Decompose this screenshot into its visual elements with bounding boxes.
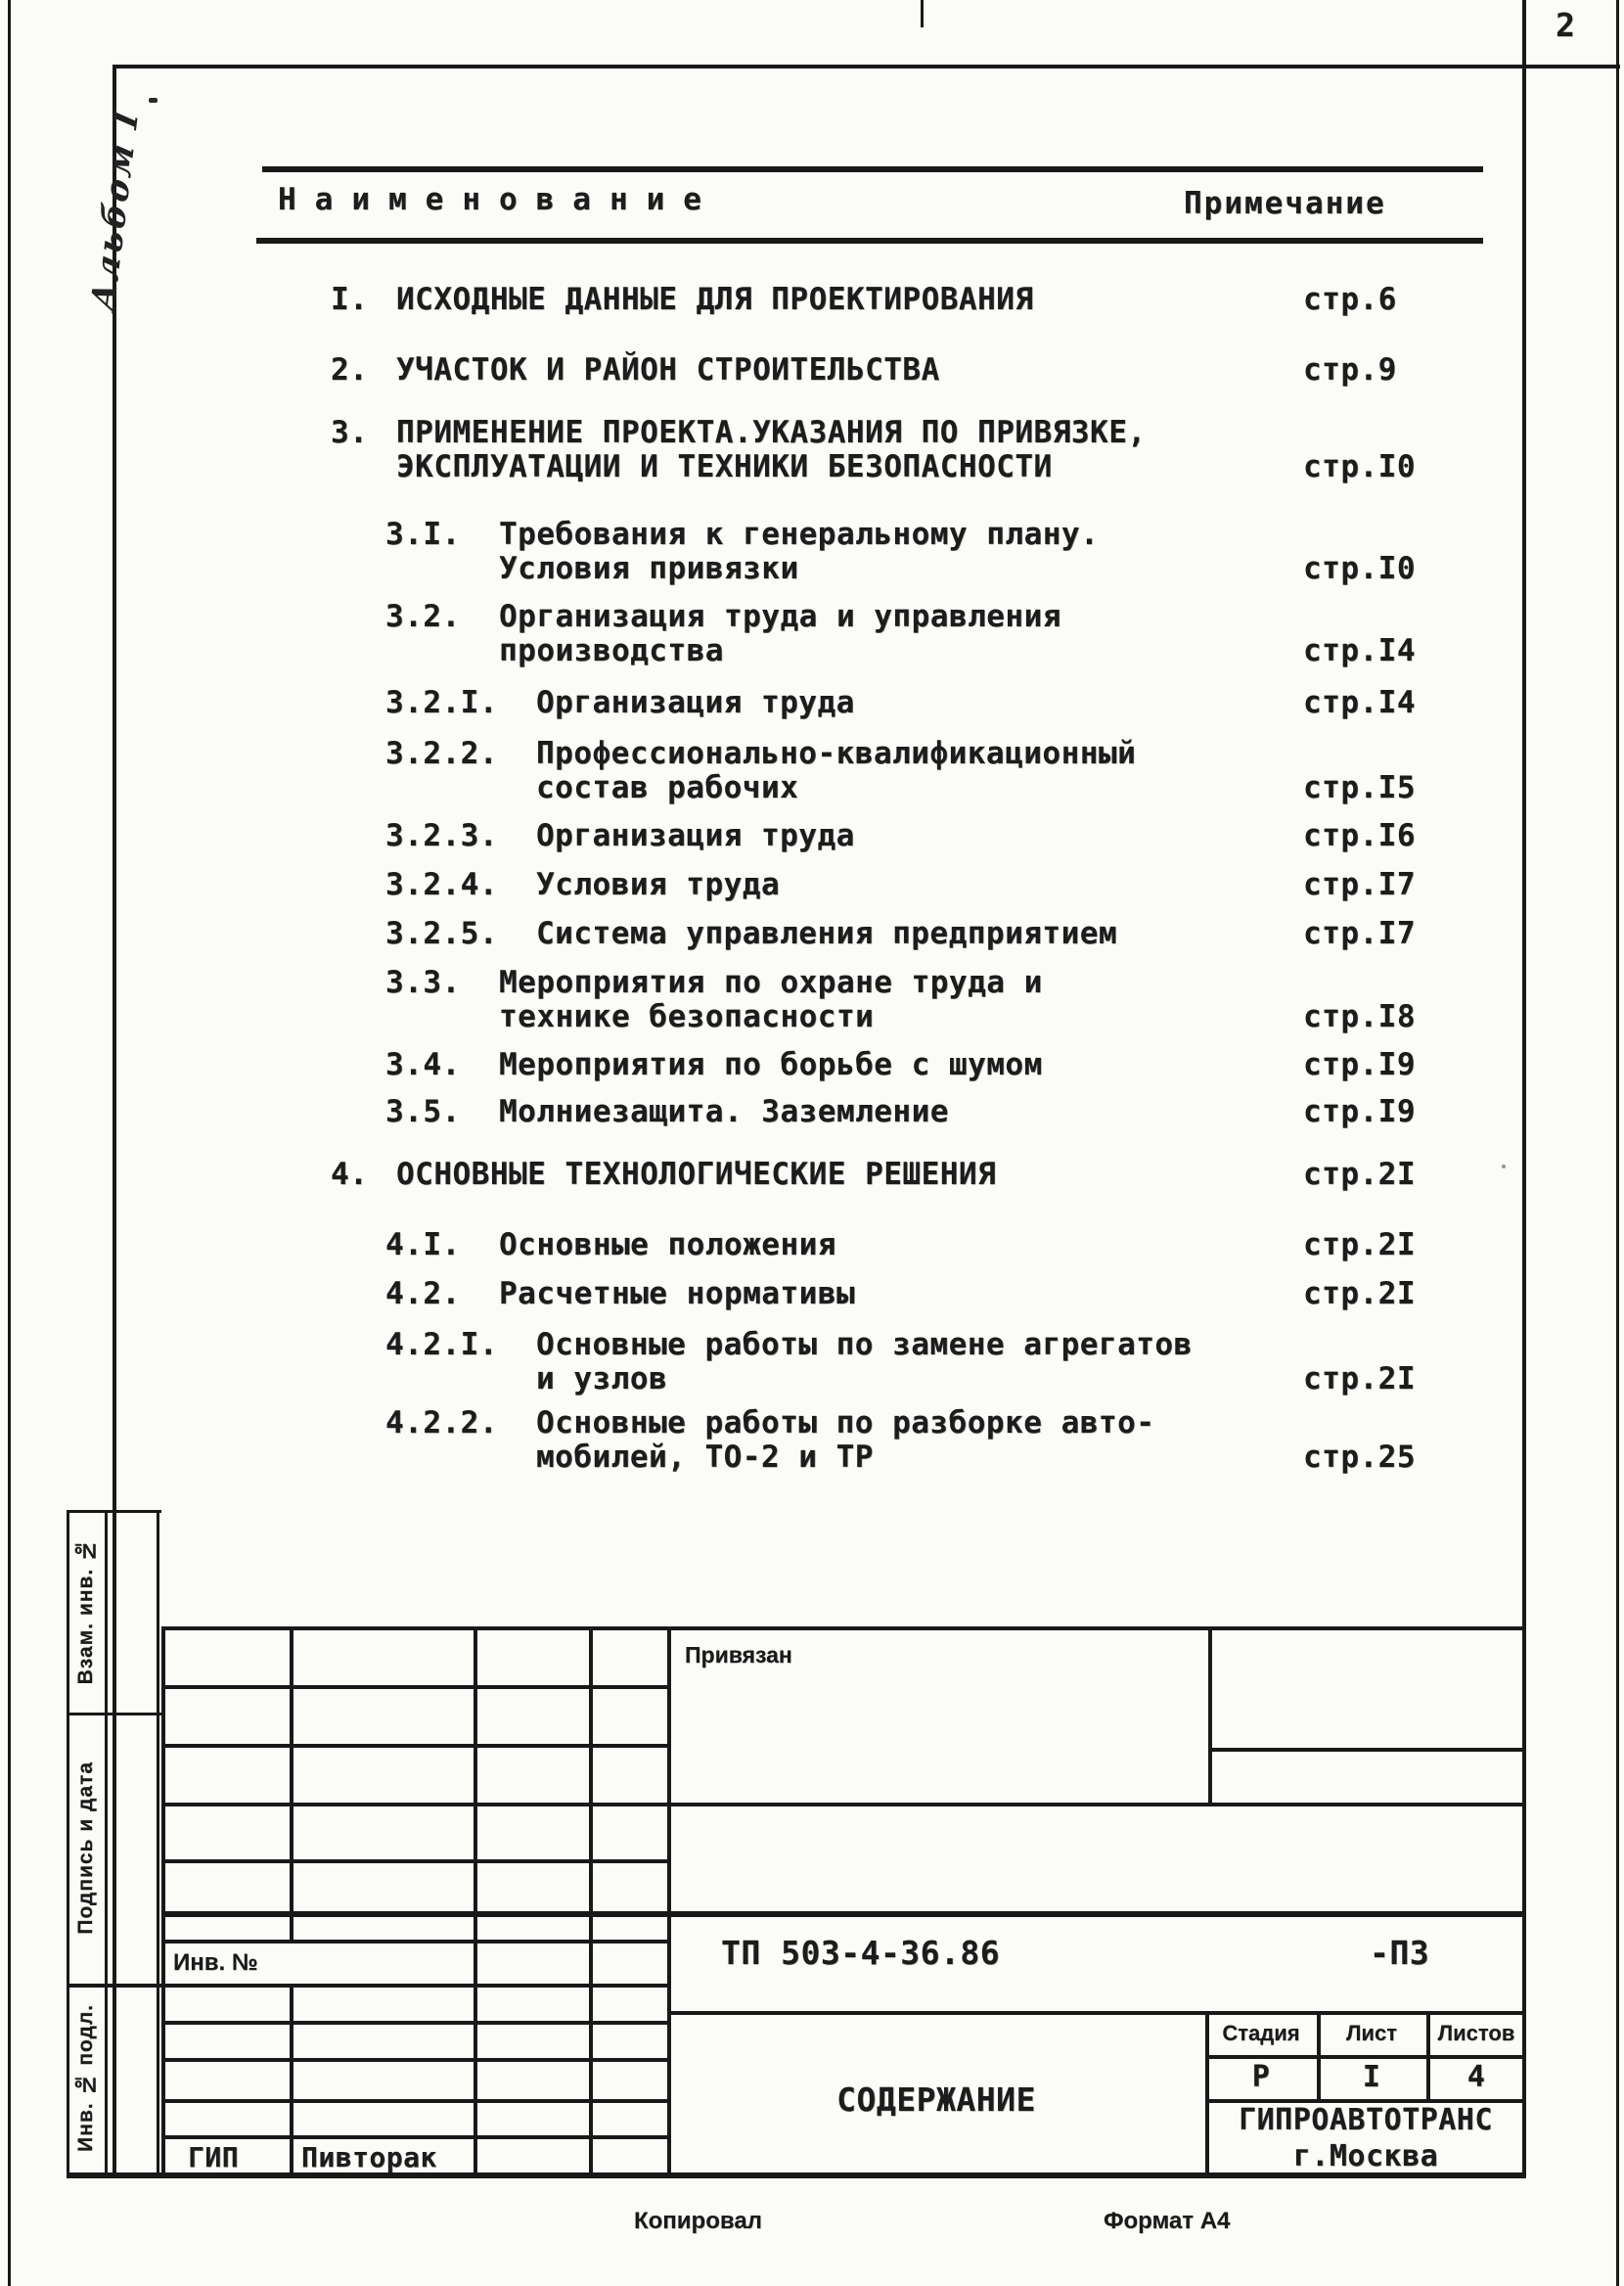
grid-line xyxy=(161,2021,667,2025)
toc-item-text: Организация труда xyxy=(536,685,855,720)
toc-item-number: 3.5. xyxy=(385,1094,461,1129)
sheet-number: 2 xyxy=(1556,6,1576,44)
organization-city: г.Москва xyxy=(1292,2138,1439,2173)
toc-item-number: 3.2.I. xyxy=(385,685,498,720)
frame-left-line xyxy=(113,65,116,2176)
border-line xyxy=(1522,0,1526,2178)
toc-item-text: УЧАСТОК И РАЙОН СТРОИТЕЛЬСТВА xyxy=(396,352,940,388)
stamp-line xyxy=(157,1510,159,2176)
grid-line xyxy=(589,1626,593,2172)
toc-item-text: технике безопасности xyxy=(499,999,875,1034)
sheet-label: Лист xyxy=(1346,2020,1397,2045)
toc-item-number: I. xyxy=(331,282,369,317)
toc-page-ref: стр.I7 xyxy=(1303,867,1416,902)
document-code-suffix: -ПЗ xyxy=(1370,1934,1430,1972)
grid-line xyxy=(474,1626,477,2172)
titleblock-line xyxy=(161,1626,165,2172)
toc-page-ref: стр.2I xyxy=(1303,1276,1416,1311)
border-line xyxy=(8,0,11,2286)
role-label: ГИП xyxy=(188,2141,240,2173)
stage-header-cell xyxy=(1205,2011,1317,2055)
toc-item-number: 4.I. xyxy=(385,1227,461,1262)
grid-line xyxy=(161,1685,667,1689)
border-line xyxy=(1616,0,1619,2286)
grid-line xyxy=(290,1984,293,2172)
toc-item-number: 3. xyxy=(331,415,369,450)
toc-item-number: 3.4. xyxy=(385,1047,461,1082)
toc-item-text: мобилей, ТО-2 и ТР xyxy=(536,1440,874,1475)
grid-line xyxy=(1208,1626,1212,1803)
titleblock-bottom xyxy=(67,2172,1526,2178)
toc-item-text: Расчетные нормативы xyxy=(499,1276,856,1311)
center-tick xyxy=(921,0,924,27)
titleblock-line xyxy=(161,1626,1526,1630)
toc-page-ref: стр.I9 xyxy=(1303,1047,1416,1082)
toc-item-text: Требования к генеральному плану. xyxy=(499,517,1100,552)
stage-value: Р xyxy=(1251,2060,1271,2094)
toc-item-text: Мероприятия по охране труда и xyxy=(499,965,1043,1000)
stamp-cell-inv-podl xyxy=(67,1984,106,2172)
toc-page-ref: стр.I6 xyxy=(1303,818,1416,853)
grid-line xyxy=(667,1803,1526,1806)
toc-page-ref: стр.I0 xyxy=(1303,449,1416,484)
stamp-label: Инв. № подл. xyxy=(74,2004,97,2152)
toc-item-text: ОСНОВНЫЕ ТЕХНОЛОГИЧЕСКИЕ РЕШЕНИЯ xyxy=(396,1157,997,1192)
toc-page-ref: стр.2I xyxy=(1303,1361,1416,1396)
toc-item-text: Профессионально-квалификационный xyxy=(536,736,1137,771)
toc-item-number: 2. xyxy=(331,352,369,388)
organization-city-cell xyxy=(1205,2139,1526,2172)
toc-item-text: Условия привязки xyxy=(499,551,799,586)
grid-line xyxy=(161,1940,667,1943)
sheets-label: Листов xyxy=(1437,2020,1515,2045)
document-code: ТП 503-4-36.86 xyxy=(721,1934,1001,1972)
sheets-value: 4 xyxy=(1466,2060,1486,2094)
toc-page-ref: стр.I5 xyxy=(1303,770,1416,805)
bound-label: Привязан xyxy=(685,1642,792,1668)
grid-line xyxy=(161,1744,667,1748)
role-name: Пивторак xyxy=(301,2141,437,2173)
organization-name: ГИПРОАВТОТРАНС xyxy=(1239,2102,1493,2137)
titleblock-line xyxy=(161,1911,1526,1917)
toc-item-number: 3.2.4. xyxy=(385,867,498,902)
sheets-header-cell xyxy=(1426,2011,1526,2055)
toc-page-ref: стр.2I xyxy=(1303,1227,1416,1262)
toc-item-text: ПРИМЕНЕНИЕ ПРОЕКТА.УКАЗАНИЯ ПО ПРИВЯЗКЕ, xyxy=(396,415,1147,450)
header-rule xyxy=(262,166,1483,172)
column-header-name: Наименование xyxy=(278,182,720,217)
sheets-value-cell xyxy=(1426,2055,1526,2099)
grid-line xyxy=(290,1626,293,1940)
toc-item-number: 3.2.5. xyxy=(385,916,498,951)
toc-page-ref: стр.I9 xyxy=(1303,1094,1416,1129)
toc-item-number: 4.2. xyxy=(385,1276,461,1311)
toc-item-text: Основные положения xyxy=(499,1227,836,1262)
toc-item-text: и узлов xyxy=(536,1361,668,1396)
toc-page-ref: стр.I4 xyxy=(1303,633,1416,668)
toc-item-text: Система управления предприятием xyxy=(536,916,1118,951)
toc-item-number: 4.2.2. xyxy=(385,1405,498,1440)
toc-page-ref: стр.I8 xyxy=(1303,999,1416,1034)
toc-item-text: Условия труда xyxy=(536,867,781,902)
toc-item-text: производства xyxy=(499,633,724,668)
toc-page-ref: стр.I7 xyxy=(1303,916,1416,951)
toc-item-number: 3.I. xyxy=(385,517,461,552)
stamp-cell-podpis-data xyxy=(67,1713,106,1984)
toc-item-number: 3.2.2. xyxy=(385,736,498,771)
toc-item-text: состав рабочих xyxy=(536,770,799,805)
sheet-header-cell xyxy=(1317,2011,1426,2055)
toc-item-text: ЭКСПЛУАТАЦИИ И ТЕХНИКИ БЕЗОПАСНОСТИ xyxy=(396,449,1053,484)
grid-line xyxy=(161,2099,667,2103)
sheet-value: I xyxy=(1362,2060,1381,2094)
stage-label: Стадия xyxy=(1222,2020,1300,2045)
document-title-cell xyxy=(667,2065,1205,2133)
scan-speck xyxy=(1502,1165,1506,1168)
grid-line xyxy=(161,1803,667,1806)
document-title: СОДЕРЖАНИЕ xyxy=(836,2080,1036,2119)
toc-item-text: Основные работы по разборке авто- xyxy=(536,1405,1155,1440)
toc-item-text: Молниезащита. Заземление xyxy=(499,1094,949,1129)
frame-top-line xyxy=(113,65,1620,69)
grid-line xyxy=(113,1984,667,1988)
stamp-label: Взам. инв. № xyxy=(74,1537,97,1685)
grid-line xyxy=(161,1859,667,1863)
toc-item-number: 4.2.I. xyxy=(385,1327,498,1362)
toc-item-text: Организация труда xyxy=(536,818,855,853)
stamp-label: Подпись и дата xyxy=(74,1761,97,1935)
stamp-cell-vzam-inv xyxy=(67,1510,106,1713)
inventory-number-label: Инв. № xyxy=(173,1949,258,1976)
toc-item-text: Организация труда и управления xyxy=(499,599,1061,634)
toc-page-ref: стр.I0 xyxy=(1303,551,1416,586)
header-rule xyxy=(256,238,1483,244)
toc-item-number: 4. xyxy=(331,1157,369,1192)
toc-page-ref: стр.25 xyxy=(1303,1440,1416,1475)
toc-item-text: ИСХОДНЫЕ ДАННЫЕ ДЛЯ ПРОЕКТИРОВАНИЯ xyxy=(396,282,1034,317)
grid-line xyxy=(161,2135,667,2139)
grid-line xyxy=(1208,1748,1526,1752)
toc-item-number: 3.3. xyxy=(385,965,461,1000)
toc-page-ref: стр.I4 xyxy=(1303,685,1416,720)
toc-page-ref: стр.6 xyxy=(1303,282,1397,317)
scan-speck xyxy=(149,98,158,103)
sheet-value-cell xyxy=(1317,2055,1426,2099)
toc-page-ref: стр.2I xyxy=(1303,1157,1416,1192)
stage-value-cell xyxy=(1205,2055,1317,2099)
toc-item-text: Основные работы по замене агрегатов xyxy=(536,1327,1193,1362)
format-label: Формат А4 xyxy=(1104,2208,1231,2234)
copied-by-label: Копировал xyxy=(634,2208,762,2234)
toc-item-number: 3.2. xyxy=(385,599,461,634)
toc-page-ref: стр.9 xyxy=(1303,352,1397,388)
grid-line xyxy=(161,2058,667,2062)
album-annotation: Альбом I xyxy=(83,105,148,314)
toc-item-number: 3.2.3. xyxy=(385,818,498,853)
toc-item-text: Мероприятия по борьбе с шумом xyxy=(499,1047,1043,1082)
organization-cell xyxy=(1205,2100,1526,2139)
column-header-note: Примечание xyxy=(1184,186,1386,221)
